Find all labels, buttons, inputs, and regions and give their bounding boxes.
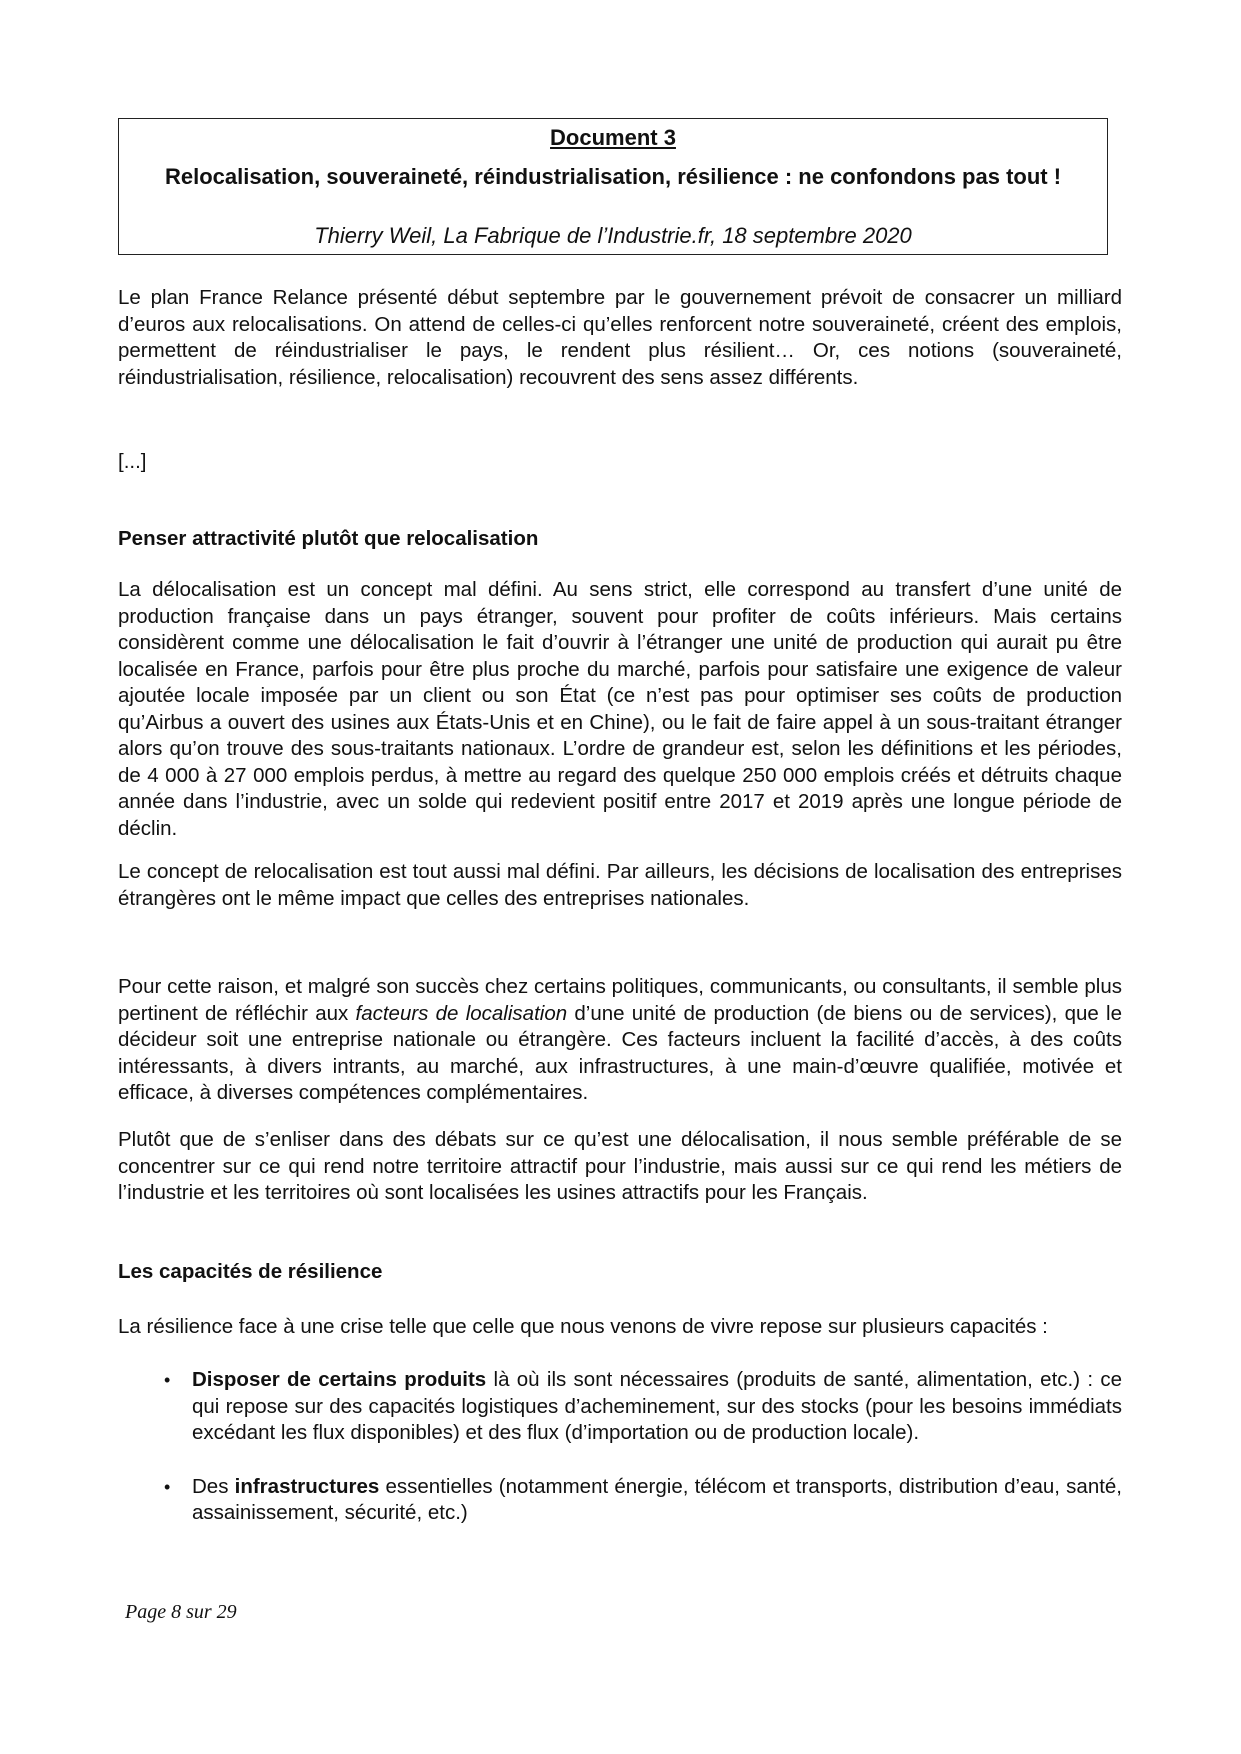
page-number: Page 8 sur 29 (125, 1601, 237, 1623)
paragraph-facteurs-localisation (118, 974, 1122, 1107)
text-segment: d’une unité de production (de biens ou de services), que le décideur soit une entreprise nationale ou étrangère. Ces facteurs incluent la facilité d’accès, à des coûts intéressants, à divers intrants, au marché, aux infrastructures, à une main-d’œuvre qualifiée, motivée et efficace, à diverses compétences complémentaires. (118, 1001, 1122, 1104)
text-segment: Pour cette raison, et malgré son succès chez certains politiques, communicants, ou consultants, il semble plus pertinent de réfléchir aux (118, 975, 1122, 1025)
paragraph-relocalisation: Le concept de relocalisation est tout aussi mal défini. Par ailleurs, les décisions de localisation des entreprises étrangères ont le même impact que celles des entreprises nationales. (118, 860, 1122, 910)
paragraph-delocalisation: La délocalisation est un concept mal défini. Au sens strict, elle correspond au transfert d’une unité de production française dans un pays étranger, souvent pour profiter de coûts inférieurs. Mais certains considèrent comme une délocalisation le fait d’ouvrir à l’étranger une unité de production qui aurait pu être localisée en France, parfois pour être plus proche du marché, parfois pour satisfaire une exigence de valeur ajoutée locale imposée par un client ou son État (ce n’est pas pour optimiser ses coûts de production qu’Airbus a ouvert des usines aux États-Unis et en Chine), ou le fait de faire appel à un sous-traitant étranger alors qu’on trouve des sous-traitants nationaux. L’ordre de grandeur est, selon les définitions et les périodes, de 4 000 à 27 000 emplois perdus, à mettre au regard des quelque 250 000 emplois créés et détruits chaque année dans l’industrie, avec un solde qui redevient positif entre 2017 et 2019 après une longue période de déclin. (118, 578, 1122, 840)
bold-term: Disposer de certains produits (192, 1368, 487, 1391)
document-source: Thierry Weil, La Fabrique de l’Industrie.fr, 18 septembre 2020 (314, 223, 912, 248)
resilience-capacities-list (118, 1367, 1122, 1527)
section-heading-resilience: Les capacités de résilience (118, 1260, 383, 1283)
text-segment: là où ils sont nécessaires (produits de santé, alimentation, etc.) : ce qui repose sur des capacités logistiques d’acheminement, sur des stocks (pour les besoins immédiats excédant les flux disponibles) et des flux (d’importation ou de production locale). (192, 1368, 1123, 1444)
bold-term: infrastructures (234, 1474, 380, 1498)
section-heading-attractivite: Penser attractivité plutôt que relocalisation (118, 527, 539, 550)
bullet-icon: • (164, 1370, 171, 1390)
title-box (118, 118, 1108, 255)
italic-term: facteurs de localisation (355, 1001, 568, 1025)
list-item (118, 1367, 1122, 1447)
document-label: Document 3 (550, 125, 676, 150)
text-segment: Des (192, 1474, 235, 1498)
ellipsis: [...] (118, 450, 147, 473)
paragraph-resilience-intro: La résilience face à une crise telle que celle que nous venons de vivre repose sur plusieurs capacités : (118, 1315, 1048, 1338)
list-item (118, 1474, 1122, 1527)
document-title: Relocalisation, souveraineté, réindustrialisation, résilience : ne confondons pas tout ! (164, 164, 1062, 189)
paragraph-attractivite: Plutôt que de s’enliser dans des débats sur ce qu’est une délocalisation, il nous semble préférable de se concentrer sur ce qui rend notre territoire attractif pour l’industrie, mais aussi sur ce qui rend les métiers de l’industrie et les territoires où sont localisées les usines attractifs pour les Français. (118, 1128, 1122, 1204)
text-segment: essentielles (notamment énergie, télécom et transports, distribution d’eau, santé, assainissement, sécurité, etc.) (192, 1474, 1123, 1524)
intro-paragraph: Le plan France Relance présenté début septembre par le gouvernement prévoit de consacrer un milliard d’euros aux relocalisations. On attend de celles-ci qu’elles renforcent notre souveraineté, créent des emplois, permettent de réindustrialiser le pays, le rendent plus résilient… Or, ces notions (souveraineté, réindustrialisation, résilience, relocalisation) recouvrent des sens assez différents. (118, 286, 1122, 389)
bullet-icon: • (164, 1476, 171, 1497)
